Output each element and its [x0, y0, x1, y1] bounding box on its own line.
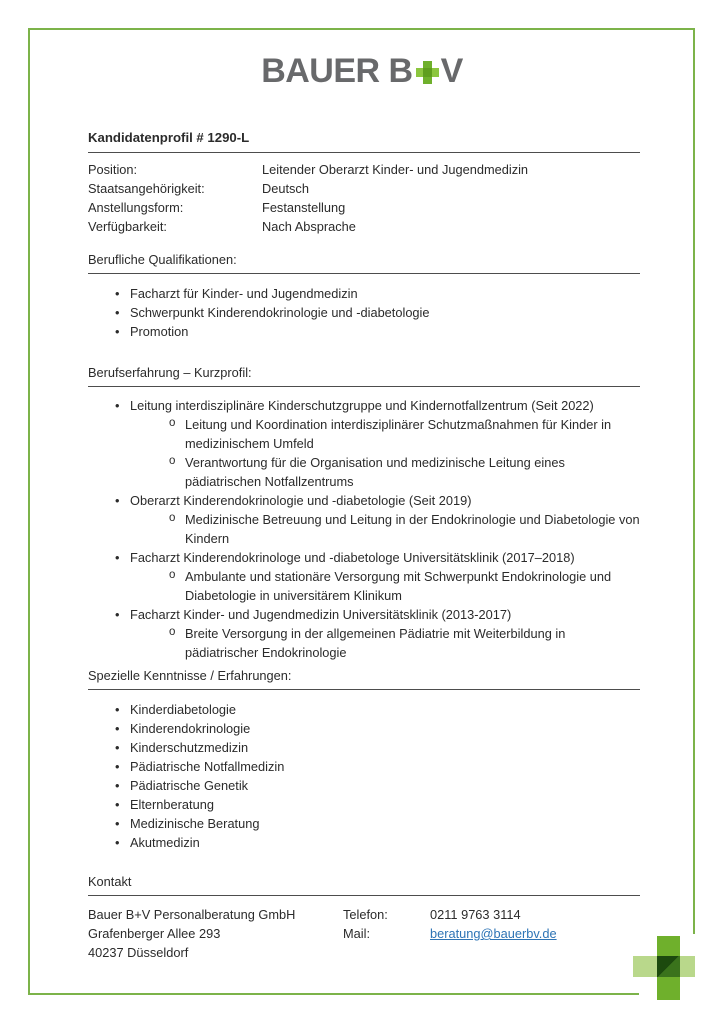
phone-number: 0211 9763 3114 — [430, 907, 521, 922]
company-address — [88, 905, 343, 962]
field-label: Anstellungsform: — [88, 200, 184, 215]
profile-field-row — [88, 179, 640, 198]
page-border-top — [28, 28, 695, 30]
sub-list-item: o Verantwortung für die Organisation und medizinische Leitung eines pädiatrischen Notfallzentrums — [88, 453, 640, 491]
sub-list-item: o Breite Versorgung in der allgemeinen Pädiatrie mit Weiterbildung in pädiatrischer Endokrinologie — [88, 624, 640, 662]
field-value: Deutsch — [262, 181, 309, 196]
contact-details — [343, 905, 640, 962]
field-label: Verfügbarkeit: — [88, 219, 167, 234]
section-heading-qualifications: Berufliche Qualifikationen: — [88, 250, 640, 274]
list-item: • Pädiatrische Notfallmedizin — [88, 757, 640, 776]
mail-label: Mail: — [343, 926, 371, 941]
list-item: • Medizinische Beratung — [88, 814, 640, 833]
corner-cross-icon — [633, 936, 695, 1000]
sub-list-item: o Ambulante und stationäre Versorgung mit Schwerpunkt Endokrinologie und Diabetologie in universitärem Klinikum — [88, 567, 640, 605]
list-item: • Leitung interdisziplinäre Kinderschutzgruppe und Kindernotfallzentrum (Seit 2022) — [88, 396, 640, 415]
list-item: • Facharzt für Kinder- und Jugendmedizin — [88, 284, 640, 303]
email-link[interactable]: beratung@bauerbv.de — [430, 926, 557, 941]
list-item: • Facharzt Kinder- und Jugendmedizin Universitätsklinik (2013-2017) — [88, 605, 640, 624]
field-value: Nach Absprache — [262, 219, 356, 234]
page-border-right — [693, 28, 695, 934]
mail-row — [343, 924, 640, 943]
logo-text-suffix: V — [440, 51, 463, 90]
company-street: Grafenberger Allee 293 — [88, 926, 221, 941]
contact-block — [88, 905, 640, 962]
list-item: • Facharzt Kinderendokrinologe und -diabetologe Universitätsklinik (2017–2018) — [88, 548, 640, 567]
list-item: • Kinderdiabetologie — [88, 700, 640, 719]
profile-fields — [88, 160, 640, 236]
section-heading-contact: Kontakt — [88, 872, 640, 896]
logo-text-main: BAUER B — [261, 51, 413, 90]
profile-field-row — [88, 217, 640, 236]
field-value: Leitender Oberarzt Kinder- und Jugendmedizin — [262, 162, 529, 177]
phone-label: Telefon: — [343, 907, 388, 922]
profile-field-row — [88, 160, 640, 179]
list-item: • Kinderschutzmedizin — [88, 738, 640, 757]
sub-list-item: o Medizinische Betreuung und Leitung in der Endokrinologie und Diabetologie von Kindern — [88, 510, 640, 548]
qualifications-list — [88, 284, 640, 341]
cross-overlap — [657, 956, 680, 977]
company-city: 40237 Düsseldorf — [88, 945, 189, 960]
company-logo — [0, 50, 724, 92]
list-item: • Pädiatrische Genetik — [88, 776, 640, 795]
section-heading-experience: Berufserfahrung – Kurzprofil: — [88, 363, 640, 387]
field-label: Staatsangehörigkeit: — [88, 181, 205, 196]
green-cross-icon — [416, 61, 439, 84]
page-border-left — [28, 28, 30, 995]
list-item: • Elternberatung — [88, 795, 640, 814]
field-label: Position: — [88, 162, 138, 177]
document-content — [88, 128, 640, 962]
sub-list-item: o Leitung und Koordination interdisziplinärer Schutzmaßnahmen für Kinder in medizinischem Umfeld — [88, 415, 640, 453]
document-title: Kandidatenprofil # 1290-L — [88, 128, 640, 153]
list-item: • Oberarzt Kinderendokrinologie und -diabetologie (Seit 2019) — [88, 491, 640, 510]
experience-list — [88, 396, 640, 662]
skills-list — [88, 700, 640, 852]
phone-row — [343, 905, 640, 924]
section-heading-skills: Spezielle Kenntnisse / Erfahrungen: — [88, 666, 640, 690]
page-border-bottom — [28, 993, 639, 995]
list-item: • Schwerpunkt Kinderendokrinologie und -diabetologie — [88, 303, 640, 322]
company-name: Bauer B+V Personalberatung GmbH — [88, 907, 296, 922]
field-value: Festanstellung — [262, 200, 346, 215]
list-item: • Kinderendokrinologie — [88, 719, 640, 738]
list-item: • Akutmedizin — [88, 833, 640, 852]
profile-field-row — [88, 198, 640, 217]
list-item: • Promotion — [88, 322, 640, 341]
